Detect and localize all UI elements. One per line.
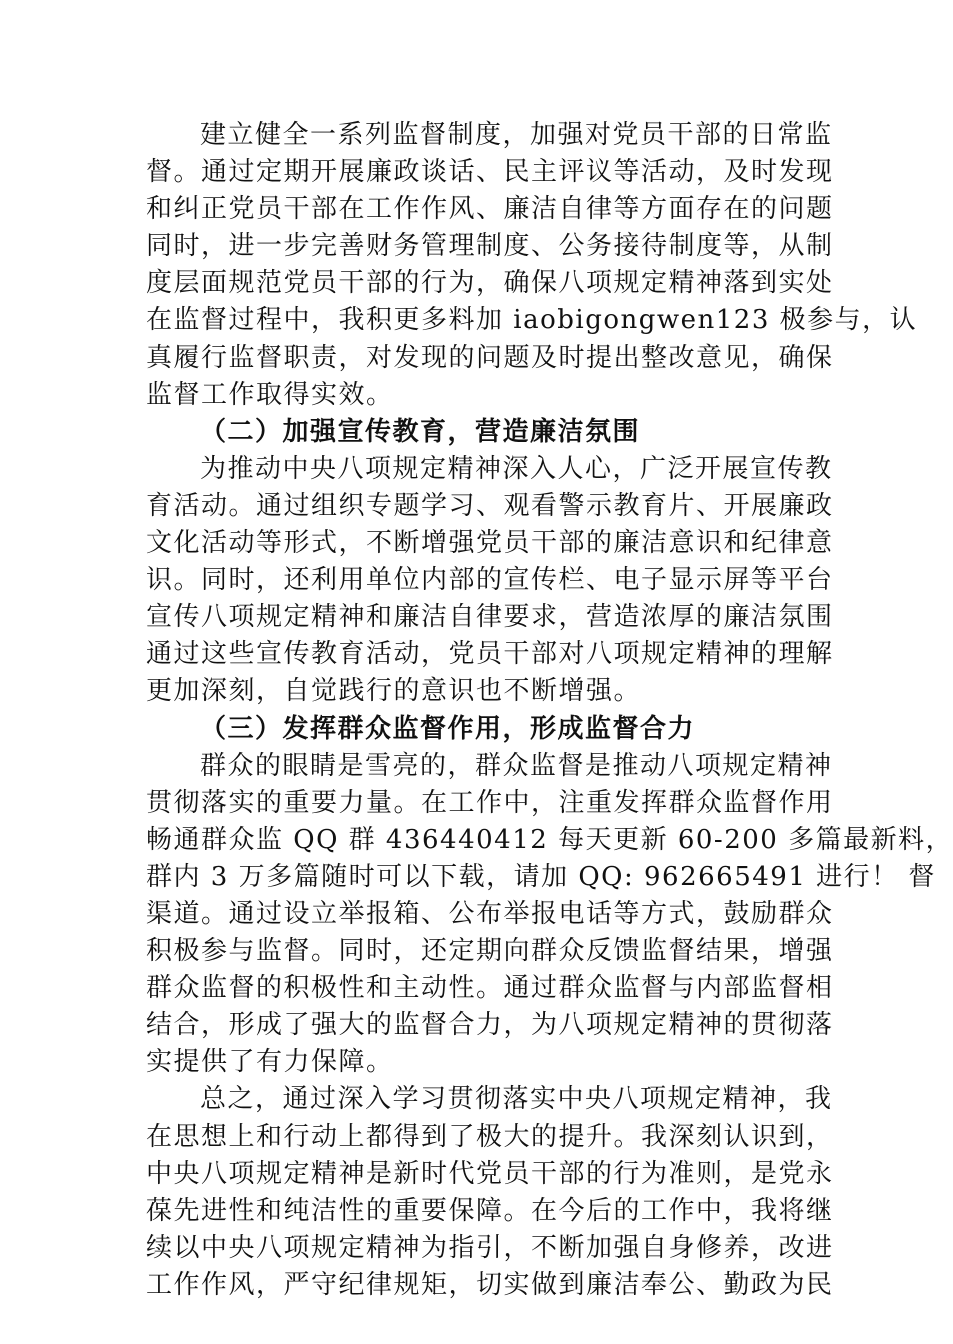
text-line: 更加深刻，自觉践行的意识也不断增强。 (146, 676, 642, 707)
text-line: 群众的眼睛是雪亮的，群众监督是推动八项规定精神 (200, 750, 833, 781)
text-line: 中央八项规定精神是新时代党员干部的行为准则，是党永 (146, 1158, 834, 1189)
text-line: 积极参与监督。同时，还定期向群众反馈监督结果，增强 (146, 936, 834, 967)
text-line: 宣传八项规定精神和廉洁自律要求，营造浓厚的廉洁氛围 (146, 602, 834, 633)
text-line: 实提供了有力保障。 (146, 1047, 394, 1078)
text-line: 渠道。通过设立举报箱、公布举报电话等方式，鼓励群众 (146, 898, 834, 929)
text-line: 真履行监督职责，对发现的问题及时提出整改意见，确保 (146, 342, 834, 373)
text-line: 为推动中央八项规定精神深入人心，广泛开展宣传教 (200, 453, 833, 484)
text-line: 葆先进性和纯洁性的重要保障。在今后的工作中，我将继 (146, 1195, 834, 1226)
text-line: 建立健全一系列监督制度，加强对党员干部的日常监 (200, 120, 833, 150)
text-line: 识。同时，还利用单位内部的宣传栏、电子显示屏等平台 (146, 565, 834, 596)
text-line: 结合，形成了强大的监督合力，为八项规定精神的贯彻落 (146, 1010, 834, 1041)
text-line: 工作作风，严守纪律规矩，切实做到廉洁奉公、勤政为民 (146, 1269, 834, 1300)
paragraph-conclusion (146, 1081, 834, 1304)
text-line: 群众监督的积极性和主动性。通过群众监督与内部监督相 (146, 973, 834, 1004)
text-line: 贯彻落实的重要力量。在工作中，注重发挥群众监督作用 (146, 787, 834, 818)
text-line: 育活动。通过组织专题学习、观看警示教育片、开展廉政 (146, 490, 834, 521)
text-line: 督。通过定期开展廉政谈话、民主评议等活动，及时发现 (146, 157, 834, 188)
paragraph-public-supervision (146, 748, 953, 1082)
text-line: 同时，进一步完善财务管理制度、公务接待制度等，从制 (146, 231, 834, 262)
text-line: 监督工作取得实效。 (146, 379, 394, 410)
text-line: 在思想上和行动上都得到了极大的提升。我深刻认识到， (146, 1121, 834, 1152)
text-line: 在监督过程中，我积更多料加 iaobigongwen123 极参与，认 (146, 305, 918, 336)
text-line: 总之，通过深入学习贯彻落实中央八项规定精神，我 (200, 1084, 833, 1115)
document-body (146, 117, 953, 1304)
section-heading-public-supervision: （三）发挥群众监督作用，形成监督合力 (200, 713, 696, 744)
text-line: 和纠正党员干部在工作作风、廉洁自律等方面存在的问题 (146, 194, 834, 225)
paragraph-supervision-system (146, 117, 918, 414)
text-line: 文化活动等形式，不断增强党员干部的廉洁意识和纪律意 (146, 528, 834, 559)
text-line: 度层面规范党员干部的行为，确保八项规定精神落到实处 (146, 268, 834, 299)
text-line: 通过这些宣传教育活动，党员干部对八项规定精神的理解 (146, 639, 834, 670)
text-line: 畅通群众监 QQ 群 436440412 每天更新 60-200 多篇最新料， (146, 824, 953, 855)
text-line: 续以中央八项规定精神为指引，不断加强自身修养，改进 (146, 1232, 834, 1263)
text-line: 群内 3 万多篇随时可以下载，请加 QQ: 962665491 进行！ 督 (146, 861, 936, 892)
section-heading-publicity: （二）加强宣传教育，营造廉洁氛围 (200, 416, 641, 447)
paragraph-publicity-education (146, 451, 834, 711)
